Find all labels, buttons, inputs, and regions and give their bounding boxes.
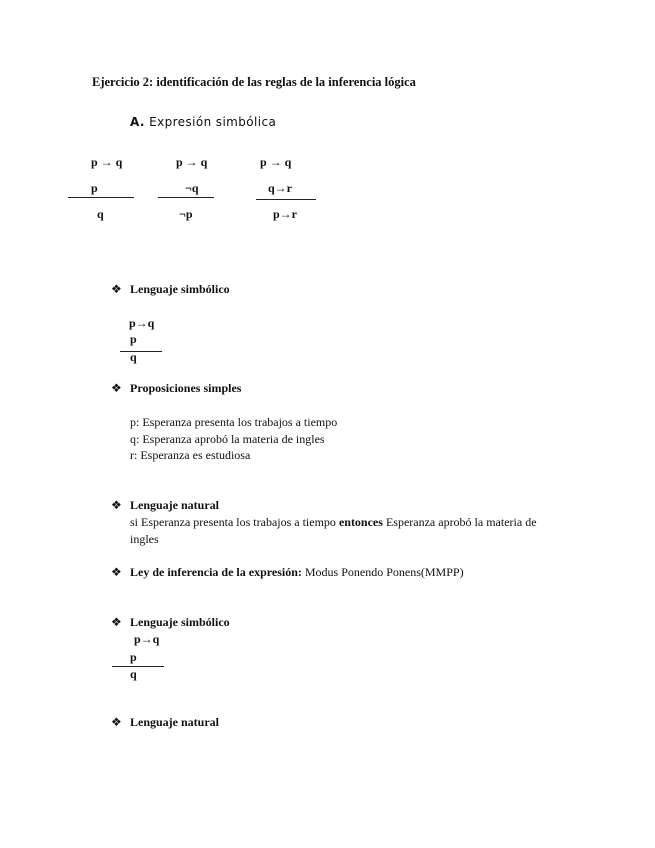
expression-1-rule xyxy=(68,197,134,198)
statement-antecedent: si Esperanza presenta los trabajos a tiempo xyxy=(130,515,339,529)
bullet-diamond-icon: ❖ xyxy=(111,615,122,629)
inference-law xyxy=(130,565,464,580)
block5-heading: Lenguaje simbólico xyxy=(130,615,230,629)
inference-law-value: Modus Ponendo Ponens(MMPP) xyxy=(304,565,464,579)
expression-1-conclusion: q xyxy=(97,207,104,221)
block2-heading: Proposiciones simples xyxy=(130,381,242,395)
expression-3-premise-2: q→r xyxy=(268,181,292,195)
block1-conclusion: q xyxy=(130,350,137,364)
block1-premise-1: p→q xyxy=(129,316,155,330)
expression-2-conclusion: ¬p xyxy=(179,207,193,221)
proposition-r: r: Esperanza es estudiosa xyxy=(130,448,251,462)
bullet-diamond-icon: ❖ xyxy=(111,282,122,296)
section-a-letter: A. xyxy=(130,115,145,129)
expression-3-rule xyxy=(256,199,316,200)
statement-connector: entonces xyxy=(338,515,383,529)
proposition-q: q: Esperanza aprobó la materia de ingles xyxy=(130,432,325,446)
statement-consequent: Esperanza aprobó la materia de ingles xyxy=(130,515,537,546)
block1-rule xyxy=(120,351,162,352)
block6-heading: Lenguaje natural xyxy=(130,715,220,729)
bullet-diamond-icon: ❖ xyxy=(111,498,122,512)
page-title: Ejercicio 2: identificación de las reglas de la inferencia lógica xyxy=(92,75,416,89)
expression-2-premise-1: p → q xyxy=(176,155,208,169)
block5-premise-2: p xyxy=(130,650,137,664)
bullet-diamond-icon: ❖ xyxy=(111,381,122,395)
expression-1-premise-1: p → q xyxy=(91,155,123,169)
expression-3-premise-1: p → q xyxy=(260,155,292,169)
block1-heading: Lenguaje simbólico xyxy=(130,282,230,296)
expression-2-rule xyxy=(158,197,214,198)
block5-rule xyxy=(112,666,164,667)
expression-1-premise-2: p xyxy=(91,181,98,195)
block3-heading: Lenguaje natural xyxy=(130,498,220,512)
block1-premise-2: p xyxy=(130,332,137,346)
expression-2-premise-2: ¬q xyxy=(185,181,199,195)
section-a-heading xyxy=(130,115,276,129)
proposition-p: p: Esperanza presenta los trabajos a tiempo xyxy=(130,415,338,429)
bullet-diamond-icon: ❖ xyxy=(111,715,122,729)
bullet-diamond-icon: ❖ xyxy=(111,565,122,579)
expression-3-conclusion: p→r xyxy=(273,207,297,221)
section-a-label: Expresión simbólica xyxy=(149,115,277,129)
natural-language-statement xyxy=(130,514,560,548)
block5-premise-1: p→q xyxy=(134,632,160,646)
inference-law-label: Ley de inferencia de la expresión: xyxy=(130,565,302,579)
block5-conclusion: q xyxy=(130,667,137,681)
